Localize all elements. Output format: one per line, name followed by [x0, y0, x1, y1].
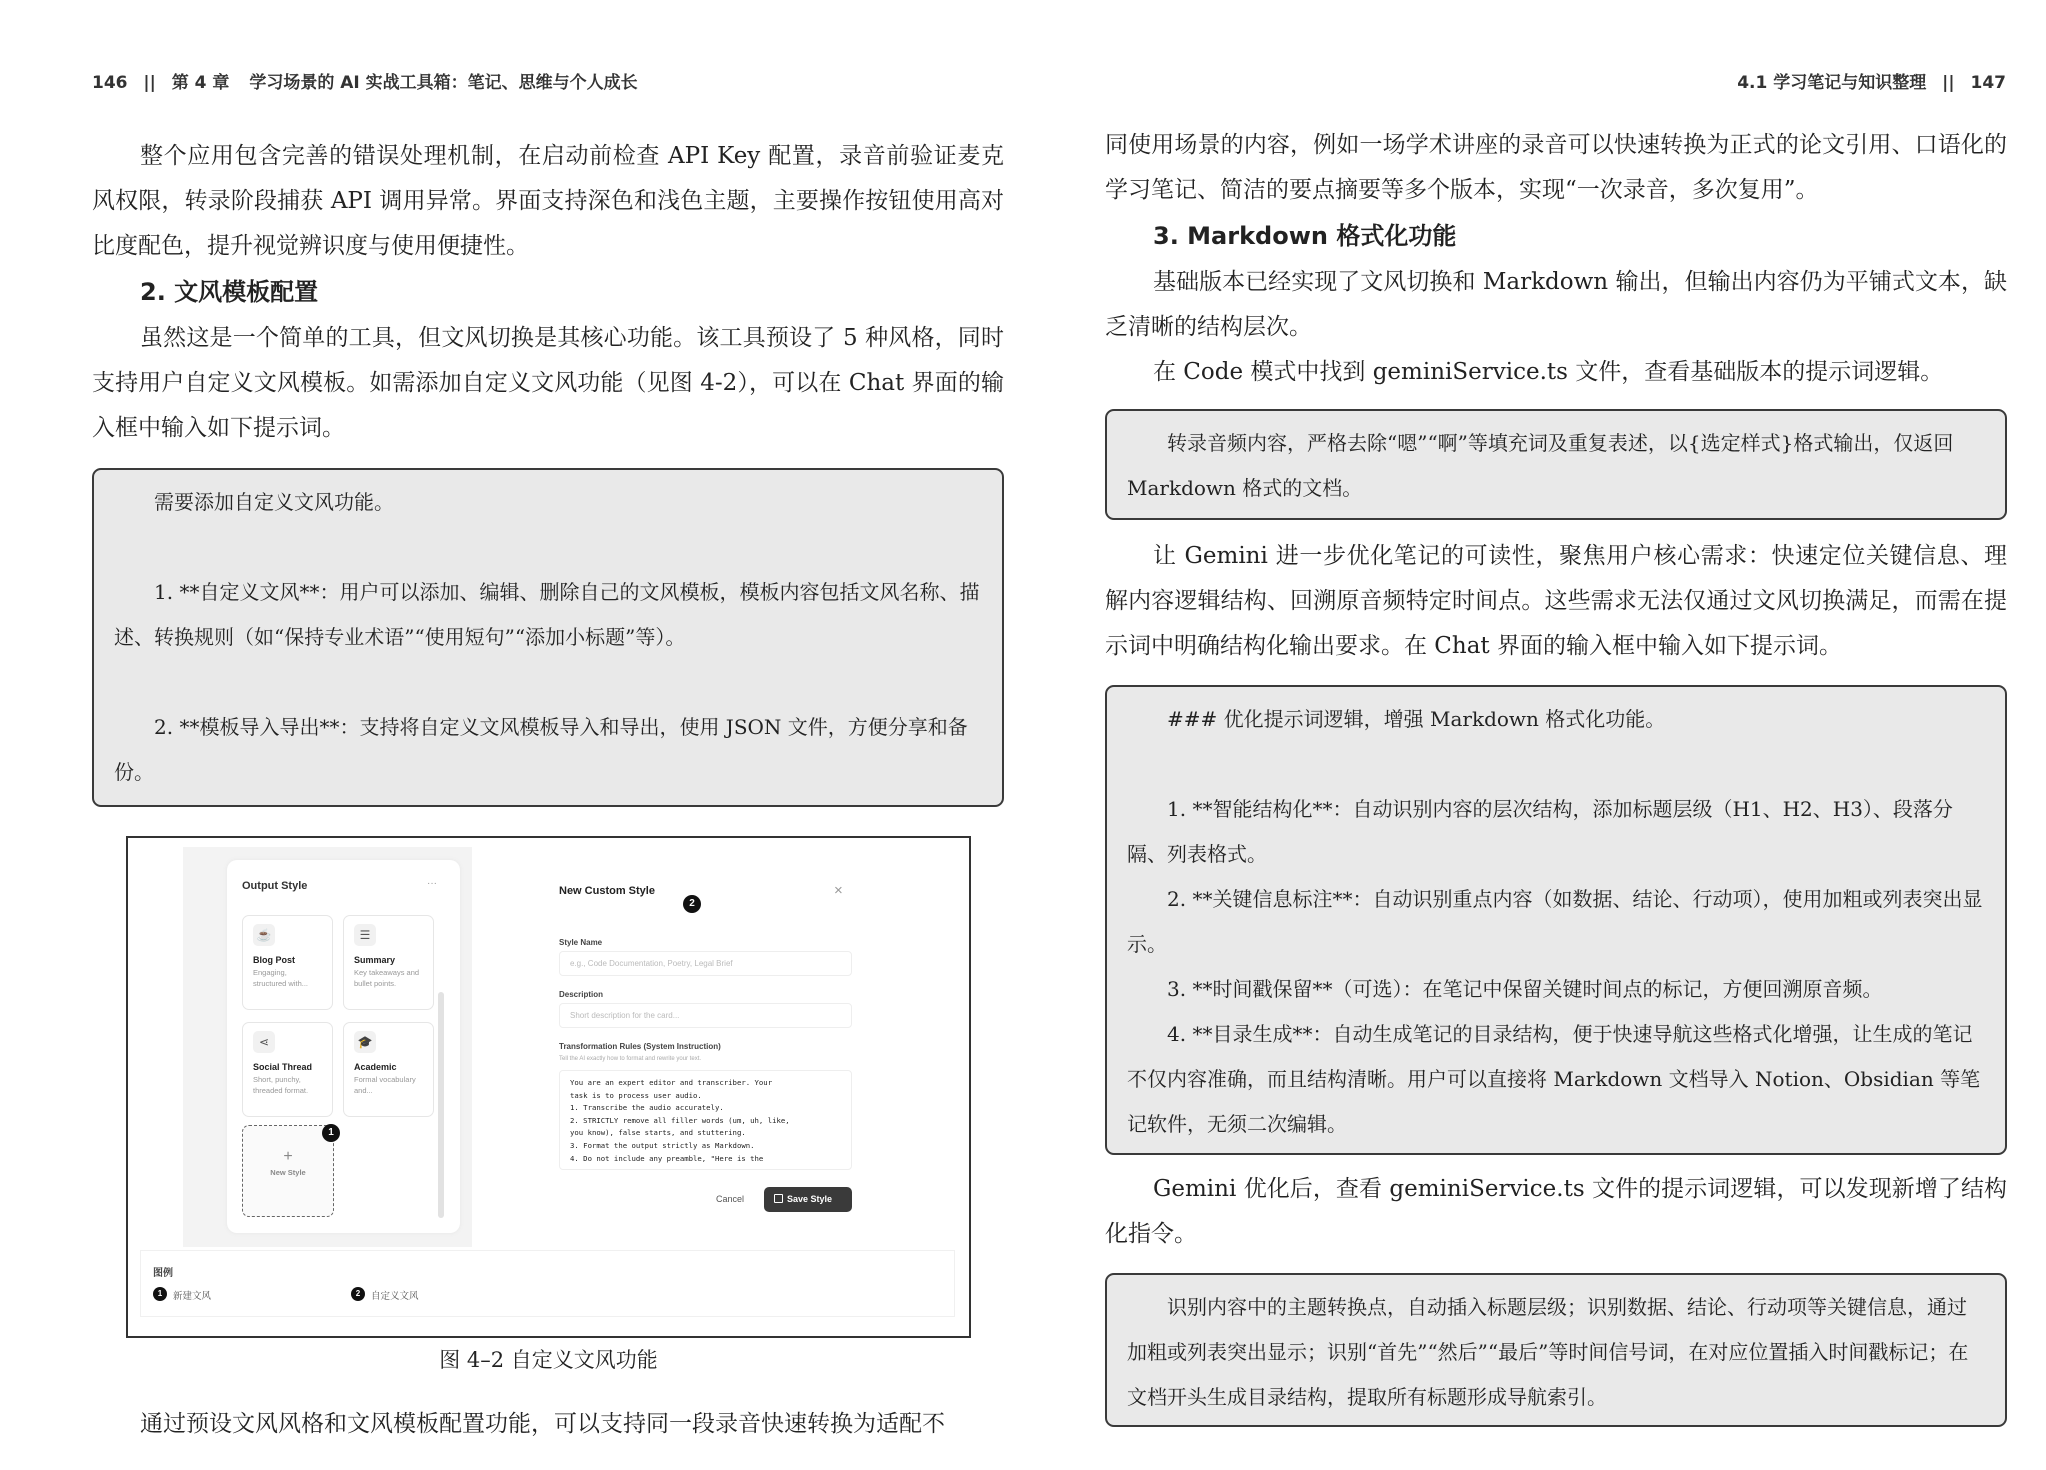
coffee-cup-icon: ☕ [253, 924, 275, 946]
legend-item-2: 自定义文风 [371, 1291, 419, 1302]
rules-textarea[interactable]: You are an expert editor and transcriber. Your task is to process user audio. 1. Transcribe the audio accurately. 2. STRICTLY remove all filler words (um, uh, like, you know), false starts, and stuttering. 3. Format the output strictly as Markdown. 4. Do not include any preamble, "Here is the [559, 1070, 852, 1170]
code-box [1105, 409, 2007, 520]
card-title: Academic [354, 1062, 397, 1072]
section-heading: 3. Markdown 格式化功能 [1153, 222, 1457, 250]
code-text: 识别内容中的主题转换点，自动插入标题层级；识别数据、结论、行动项等关键信息，通过加粗或列表突出显示；识别“首先”“然后”“最后”等时间信号词，在对应位置插入时间戳标记；在文档开头生成目录结构，提取所有标题形成导航索引。 [1127, 1295, 1969, 1409]
style-name-label: Style Name [559, 938, 603, 947]
figure-caption: 图 4–2 自定义文风功能 [439, 1348, 658, 1372]
code-box [1105, 1273, 2007, 1427]
card-desc: Formal vocabulary and... [354, 1075, 416, 1095]
prompt-line: 需要添加自定义文风功能。 [154, 490, 394, 514]
close-icon[interactable]: × [834, 882, 843, 899]
card-title: Blog Post [253, 955, 295, 965]
style-card-blog-post[interactable] [242, 915, 333, 1010]
chapter-title: 学习场景的 AI 实战工具箱：笔记、思维与个人成长 [249, 73, 638, 93]
page-number: 146 [92, 73, 128, 93]
section-title: 4.1 学习笔记与知识整理 [1737, 73, 1927, 93]
prompt-line: 2. **模板导入导出**：支持将自定义文风模板导入和导出，使用 JSON 文件，方便分享和备份。 [114, 715, 968, 784]
cancel-button[interactable]: Cancel [716, 1194, 745, 1204]
prompt-box [1105, 685, 2007, 1155]
prompt-line: 2. **关键信息标注**：自动识别重点内容（如数据、结论、行动项），使用加粗或列表突出显示。 [1127, 887, 1983, 956]
section-heading: 2. 文风模板配置 [140, 278, 319, 306]
share-icon: ⋖ [253, 1031, 275, 1053]
paragraph: 在 Code 模式中找到 geminiService.ts 文件，查看基础版本的提示词逻辑。 [1153, 359, 1944, 385]
code-text: 转录音频内容，严格去除“嗯”“啊”等填充词及重复表述，以{选定样式}格式输出，仅返回 Markdown 格式的文档。 [1127, 431, 1954, 500]
paragraph: 同使用场景的内容，例如一场学术讲座的录音可以快速转换为正式的论文引用、口语化的学习笔记、简洁的要点摘要等多个版本，实现“一次录音，多次复用”。 [1105, 132, 2007, 203]
chapter-label: 第 4 章 [171, 73, 230, 93]
annotation-badge-2: 2 [683, 895, 701, 913]
prompt-line: 1. **自定义文风**：用户可以添加、编辑、删除自己的文风模板，模板内容包括文风名称、描述、转换规则（如“保持专业术语”“使用短句”“添加小标题”等）。 [114, 580, 980, 649]
paragraph: 基础版本已经实现了文风切换和 Markdown 输出，但输出内容仍为平铺式文本，缺乏清晰的结构层次。 [1105, 269, 2007, 340]
card-title: Summary [354, 955, 396, 965]
plus-icon: + [283, 1148, 293, 1165]
output-style-card [227, 860, 460, 1233]
left-running-header [92, 68, 638, 93]
list-icon: ☰ [354, 924, 376, 946]
page-number: 147 [1970, 73, 2006, 93]
save-style-button[interactable] [764, 1187, 852, 1212]
prompt-line: ### 优化提示词逻辑，增强 Markdown 格式化功能。 [1167, 707, 1666, 731]
figure-legend [140, 1250, 955, 1317]
annotation-badge-1: 1 [322, 1124, 340, 1142]
paragraph: 通过预设文风风格和文风模板配置功能，可以支持同一段录音快速转换为适配不 [140, 1411, 945, 1437]
legend-item-1: 新建文风 [173, 1291, 212, 1302]
header-separator: || [143, 73, 156, 93]
paragraph: Gemini 优化后，查看 geminiService.ts 文件的提示词逻辑，可以发现新增了结构化指令。 [1105, 1176, 2007, 1247]
card-desc: Key takeaways and bullet points. [354, 968, 420, 988]
new-style-button[interactable] [242, 1125, 334, 1217]
prompt-box [92, 468, 1004, 807]
legend-badge-1: 1 [153, 1287, 167, 1301]
output-style-title: Output Style [242, 880, 308, 892]
save-label: Save Style [787, 1194, 833, 1204]
more-icon[interactable]: ··· [427, 878, 437, 889]
prompt-line: 4. **目录生成**：自动生成笔记的目录结构，便于快速导航这些格式化增强，让生成的笔记不仅内容准确，而且结构清晰。用户可以直接将 Markdown 文档导入 Notion、Obsidian 等笔记软件，无须二次编辑。 [1127, 1022, 1981, 1136]
style-card-social-thread[interactable] [242, 1022, 333, 1117]
description-label: Description [559, 990, 604, 999]
scrollbar[interactable] [438, 992, 444, 1218]
rules-hint: Tell the AI exactly how to format and rewrite your text. [559, 1056, 702, 1062]
card-desc: Engaging, structured with... [253, 968, 309, 988]
legend-title: 图例 [153, 1268, 173, 1279]
card-title: Social Thread [253, 1062, 313, 1072]
style-card-summary[interactable] [343, 915, 434, 1010]
style-card-academic[interactable] [343, 1022, 434, 1117]
header-separator: || [1942, 73, 1955, 93]
paragraph: 整个应用包含完善的错误处理机制，在启动前检查 API Key 配置，录音前验证麦克风权限，转录阶段捕获 API 调用异常。界面支持深色和浅色主题，主要操作按钮使用高对比度配色，提升视觉辨识度与使用便捷性。 [92, 143, 1004, 259]
dialog-title: New Custom Style [559, 885, 655, 897]
card-desc: Short, punchy, threaded format. [253, 1075, 309, 1095]
prompt-line: 1. **智能结构化**：自动识别内容的层次结构，添加标题层级（H1、H2、H3）、段落分隔、列表格式。 [1127, 797, 1953, 866]
legend-badge-2: 2 [351, 1287, 365, 1301]
style-name-input[interactable]: e.g., Code Documentation, Poetry, Legal Brief [559, 951, 852, 976]
prompt-line: 3. **时间戳保留**（可选）：在笔记中保留关键时间点的标记，方便回溯原音频。 [1167, 977, 1883, 1001]
right-running-header [1737, 68, 2006, 93]
paragraph: 让 Gemini 进一步优化笔记的可读性，聚焦用户核心需求：快速定位关键信息、理解内容逻辑结构、回溯原音频特定时间点。这些需求无法仅通过文风切换满足，而需在提示词中明确结构化输出要求。在 Chat 界面的输入框中输入如下提示词。 [1105, 543, 2007, 659]
rules-label: Transformation Rules (System Instruction) [559, 1042, 721, 1051]
graduation-cap-icon: 🎓 [354, 1031, 376, 1053]
description-input[interactable]: Short description for the card... [559, 1003, 852, 1028]
save-icon [774, 1194, 783, 1203]
paragraph: 虽然这是一个简单的工具，但文风切换是其核心功能。该工具预设了 5 种风格，同时支持用户自定义文风模板。如需添加自定义文风功能（见图 4-2），可以在 Chat 界面的输入框中输入如下提示词。 [92, 325, 1004, 441]
new-style-label: New Style [270, 1168, 306, 1177]
